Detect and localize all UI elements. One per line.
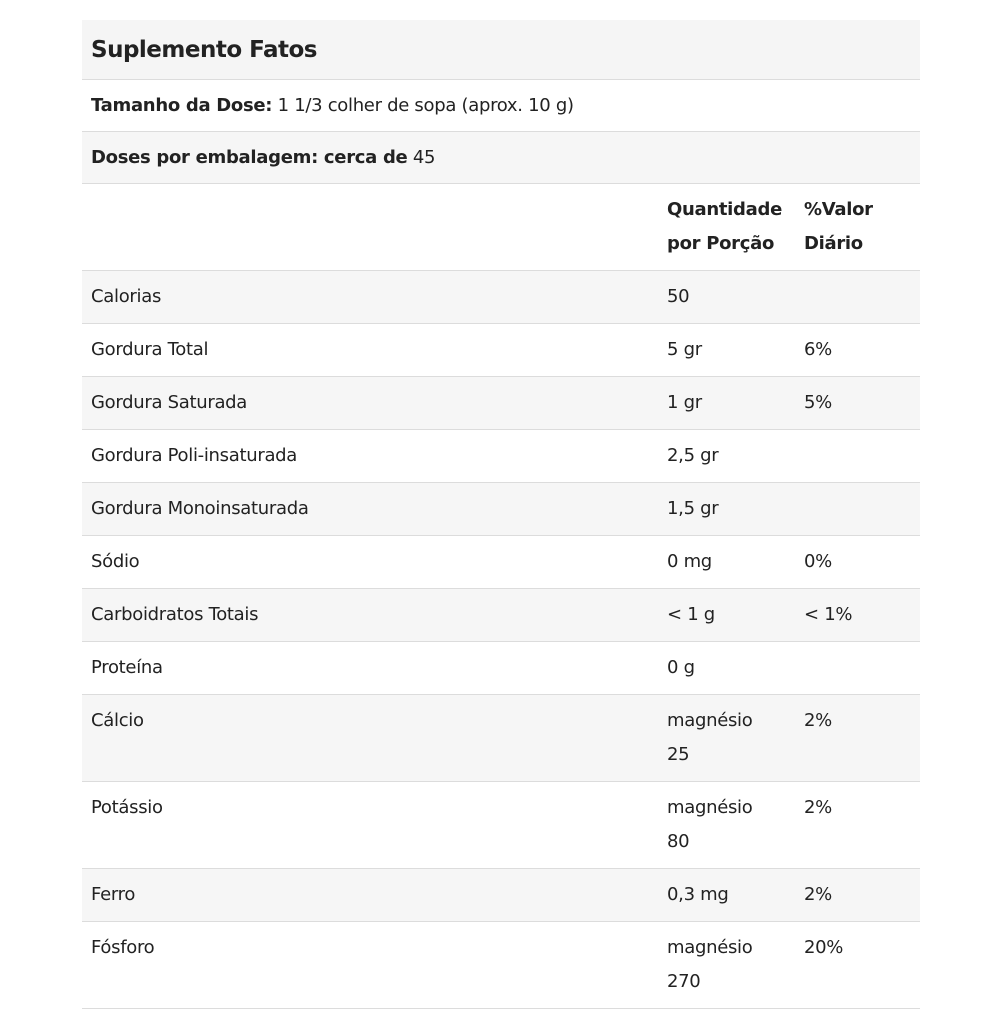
header-amount-line1: Quantidade [667, 199, 782, 220]
table-row [82, 695, 920, 782]
header-amount [658, 184, 795, 270]
table-row [82, 536, 920, 589]
nutrient-name: Gordura Monoinsaturada [91, 498, 309, 519]
nutrition-table [82, 184, 920, 1009]
nutrient-amount-line2: 25 [667, 744, 690, 765]
table-row [82, 271, 920, 324]
nutrient-amount-line2: 80 [667, 831, 690, 852]
nutrient-daily-value: < 1% [804, 604, 853, 625]
nutrient-name: Potássio [91, 797, 163, 818]
table-row [82, 922, 920, 1009]
nutrient-daily-value: 6% [804, 339, 832, 360]
header-dv-line2: Diário [804, 233, 863, 254]
serving-size-label: Tamanho da Dose: [91, 95, 273, 116]
nutrient-daily-value: 5% [804, 392, 832, 413]
header-amount-line2: por Porção [667, 233, 775, 254]
nutrient-daily-value: 20% [804, 937, 844, 958]
nutrient-name: Carboidratos Totais [91, 604, 259, 625]
nutrient-amount: 2,5 gr [667, 445, 719, 466]
serving-size-value: 1 1/3 colher de sopa (aprox. 10 g) [272, 95, 574, 116]
nutrient-amount: 5 gr [667, 339, 702, 360]
nutrient-daily-value [795, 430, 920, 482]
nutrient-name: Fósforo [91, 937, 155, 958]
nutrient-name: Gordura Total [91, 339, 209, 360]
nutrient-daily-value: 0% [804, 551, 832, 572]
nutrient-daily-value: 2% [804, 797, 832, 818]
header-nutrient [82, 184, 658, 270]
nutrient-name: Calorias [91, 286, 162, 307]
table-row [82, 430, 920, 483]
nutrient-amount [658, 922, 795, 1008]
nutrient-name: Gordura Poli-insaturada [91, 445, 298, 466]
nutrient-daily-value [795, 271, 920, 323]
nutrient-amount: < 1 g [667, 604, 715, 625]
nutrient-amount-line2: 270 [667, 971, 701, 992]
nutrient-daily-value: 2% [804, 710, 832, 731]
table-row [82, 589, 920, 642]
nutrient-amount: 1,5 gr [667, 498, 719, 519]
page-title: Suplemento Fatos [91, 36, 317, 63]
servings-per-label: Doses por embalagem: cerca de [91, 147, 408, 168]
nutrient-amount [658, 695, 795, 781]
table-row [82, 642, 920, 695]
nutrient-amount-line1: magnésio [667, 797, 753, 818]
nutrient-daily-value [795, 483, 920, 535]
header-daily-value [795, 184, 920, 270]
nutrient-amount: 0,3 mg [667, 884, 729, 905]
table-row [82, 324, 920, 377]
nutrient-name: Cálcio [91, 710, 144, 731]
nutrient-amount: 0 g [667, 657, 695, 678]
supplement-facts-panel [82, 20, 920, 1009]
servings-per-value: 45 [407, 147, 436, 168]
nutrient-daily-value [795, 642, 920, 694]
nutrient-name: Gordura Saturada [91, 392, 248, 413]
nutrient-daily-value: 2% [804, 884, 832, 905]
nutrient-amount: 0 mg [667, 551, 712, 572]
table-header-row [82, 184, 920, 271]
nutrient-amount [658, 782, 795, 868]
servings-per-container-row [82, 132, 920, 184]
serving-size-row [82, 80, 920, 132]
title-row [82, 20, 920, 80]
nutrient-name: Ferro [91, 884, 136, 905]
header-dv-line1: %Valor [804, 199, 873, 220]
nutrient-amount-line1: magnésio [667, 710, 753, 731]
nutrient-name: Sódio [91, 551, 140, 572]
table-row [82, 483, 920, 536]
nutrient-amount-line1: magnésio [667, 937, 753, 958]
nutrient-name: Proteína [91, 657, 163, 678]
table-row [82, 782, 920, 869]
nutrient-amount: 1 gr [667, 392, 702, 413]
nutrient-amount: 50 [667, 286, 690, 307]
table-row [82, 869, 920, 922]
table-row [82, 377, 920, 430]
